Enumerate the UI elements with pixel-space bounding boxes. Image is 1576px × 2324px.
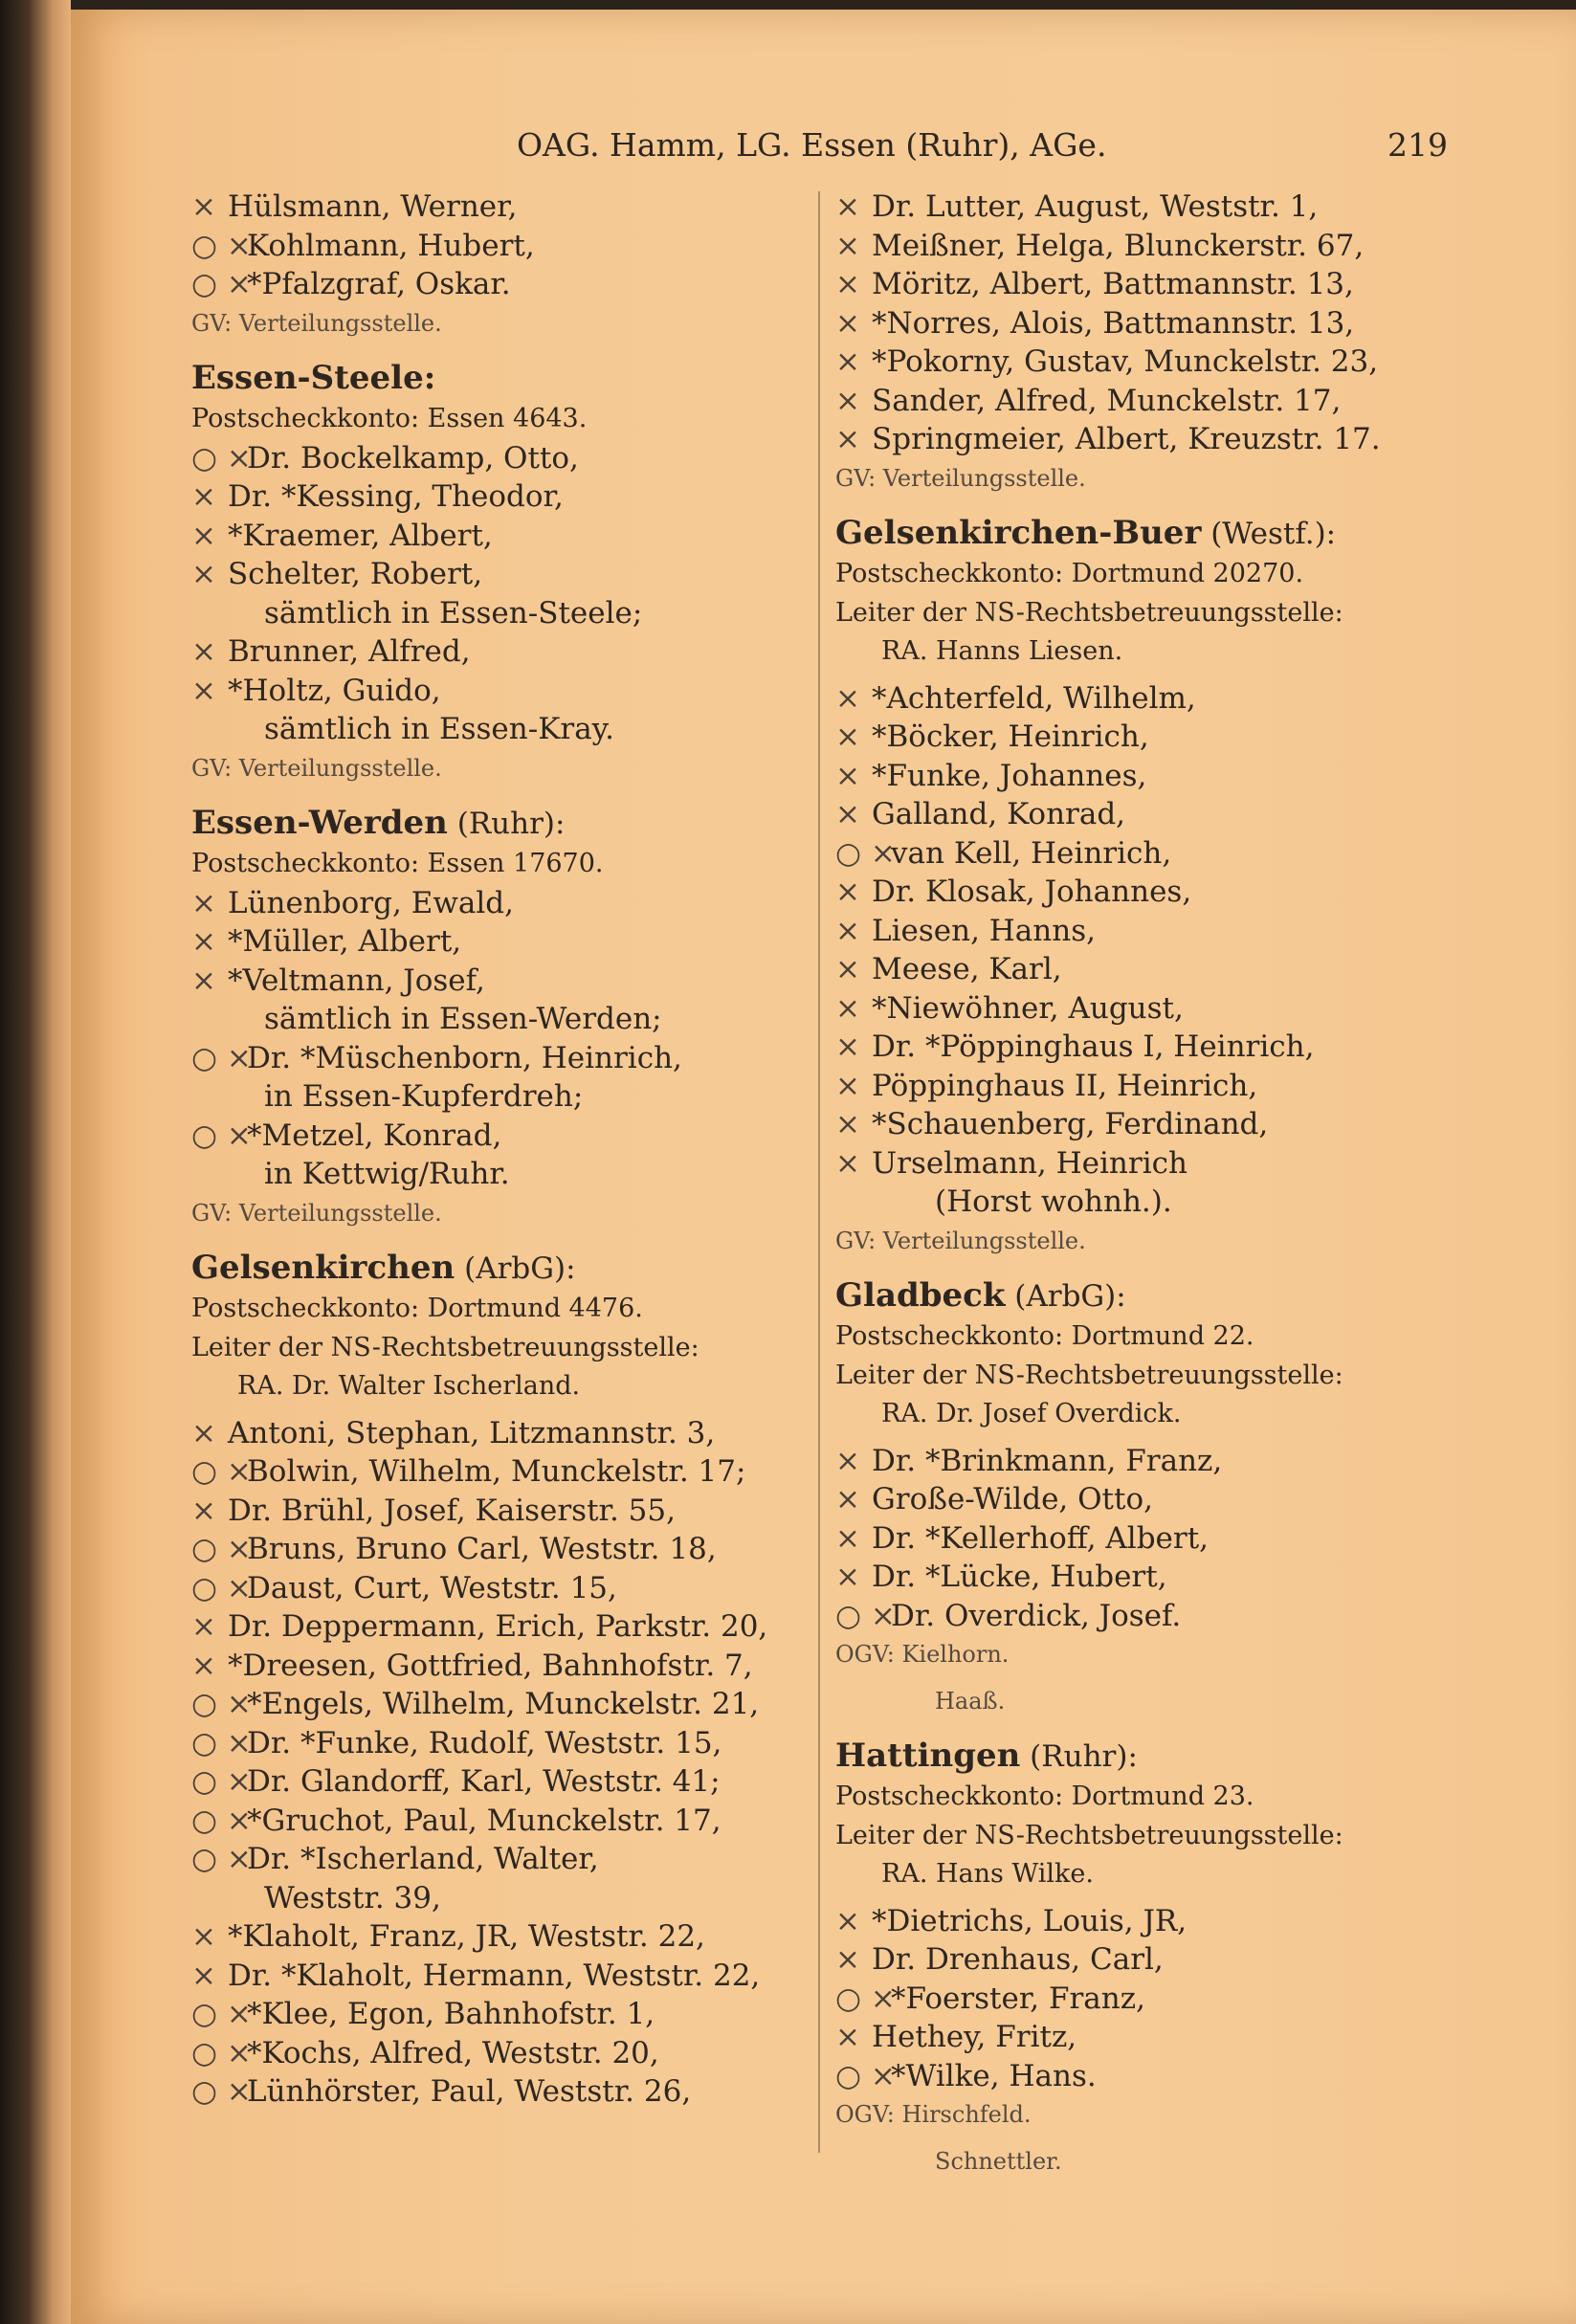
court-name: Essen-Werden: [191, 804, 448, 842]
lawyer-entry: [835, 1028, 1457, 1067]
lawyer-entry: [191, 1530, 819, 1569]
lawyer-entry: [191, 1647, 819, 1686]
admission-marker: ○ ×: [191, 440, 252, 476]
lawyer-name: *Metzel, Konrad,: [247, 1118, 502, 1153]
court-info-line: Postscheckkonto: Dortmund 4476.: [191, 1294, 643, 1323]
admission-marker: ○ ×: [191, 1040, 252, 1075]
court-info-line: Leiter der NS-Rechtsbetreuungsstelle:: [835, 597, 1343, 628]
lawyer-entry: [835, 834, 1457, 874]
admission-marker: ×: [835, 2020, 860, 2054]
lawyer-entry: [191, 2072, 819, 2112]
lawyer-name: Dr. *Klaholt, Hermann, Weststr. 22,: [228, 1958, 761, 1993]
continuation-line: Weststr. 39,: [264, 1880, 441, 1915]
lawyer-entry: [191, 632, 819, 672]
lawyer-entry: [191, 188, 819, 227]
lawyer-entry: [191, 1569, 819, 1608]
running-head: OAG. Hamm, LG. Essen (Ruhr), AGe.: [517, 126, 1107, 164]
lawyer-name: Galland, Konrad,: [872, 797, 1126, 831]
court-heading: [835, 1734, 1457, 1778]
lawyer-name: Dr. Lutter, August, Weststr. 1,: [872, 189, 1319, 224]
admission-marker: ○ ×: [191, 2035, 252, 2070]
court-qualifier: (Ruhr):: [447, 807, 566, 841]
lawyer-entry: [835, 1980, 1457, 2019]
lawyer-entry: [191, 1957, 819, 1996]
lawyer-entry: [835, 1067, 1457, 1106]
lawyer-name: Urselmann, Heinrich: [872, 1145, 1188, 1181]
admission-marker: ×: [835, 680, 860, 716]
lawyer-name: Springmeier, Albert, Kreuzstr. 17.: [872, 422, 1381, 456]
admission-marker: ×: [191, 518, 216, 553]
admission-marker: ×: [191, 1415, 216, 1450]
admission-marker: ○ ×: [191, 1997, 252, 2031]
lawyer-name: Meese, Karl,: [872, 952, 1062, 986]
lawyer-name: Dr. Bockelkamp, Otto,: [247, 440, 579, 476]
lawyer-entry: [191, 2034, 819, 2073]
lawyer-name: *Kochs, Alfred, Weststr. 20,: [247, 2035, 659, 2070]
court-qualifier: (Westf.):: [1201, 517, 1337, 551]
left-column: [191, 188, 819, 2112]
admission-marker: ×: [835, 1443, 860, 1478]
lawyer-name: Bolwin, Wilhelm, Munckelstr. 17;: [247, 1454, 746, 1489]
admission-marker: ○ ×: [835, 1598, 896, 1633]
lawyer-name: Dr. Klosak, Johannes,: [872, 874, 1192, 909]
lawyer-entry: [191, 439, 819, 478]
lawyer-name: Sander, Alfred, Munckelstr. 17,: [872, 383, 1342, 418]
lawyer-entry: [191, 884, 819, 923]
admission-marker: ×: [835, 952, 860, 986]
admission-marker: ×: [835, 1145, 860, 1181]
lawyer-name: Dr. *Ischerland, Walter,: [247, 1842, 599, 1876]
court-qualifier: (Ruhr):: [1020, 1739, 1138, 1774]
admission-marker: ○ ×: [835, 2058, 896, 2093]
court-heading: [835, 511, 1457, 555]
lawyer-entry: [191, 1607, 819, 1647]
lawyer-entry: [191, 555, 819, 594]
lawyer-name: *Klaholt, Franz, JR, Weststr. 22,: [228, 1919, 705, 1954]
lawyer-entry: [191, 1452, 819, 1492]
lawyer-name: Hülsmann, Werner,: [228, 189, 518, 224]
court-qualifier: (ArbG):: [1005, 1279, 1126, 1314]
admission-marker: ×: [835, 1068, 860, 1103]
lawyer-entry: [191, 1917, 819, 1957]
lawyer-name: *Pokorny, Gustav, Munckelstr. 23,: [872, 344, 1379, 379]
lawyer-name: *Kraemer, Albert,: [228, 518, 493, 553]
court-heading: [191, 356, 819, 400]
court-heading: [835, 1273, 1457, 1317]
admission-marker: ×: [191, 673, 216, 708]
lawyer-name: Daust, Curt, Weststr. 15,: [247, 1570, 617, 1605]
lawyer-entry: [191, 477, 819, 517]
court-name: Gelsenkirchen-Buer: [835, 514, 1202, 552]
continuation-line: sämtlich in Essen-Werden;: [264, 1002, 662, 1036]
lawyer-entry: [191, 1117, 819, 1156]
lawyer-name: *Pfalzgraf, Oskar.: [247, 267, 511, 301]
lawyer-name: Dr. *Müschenborn, Heinrich,: [247, 1040, 682, 1075]
lawyer-name: *Veltmann, Josef,: [228, 963, 485, 998]
admission-marker: ×: [835, 1107, 860, 1141]
lawyer-entry: [835, 1558, 1457, 1597]
lawyer-name: *Dreesen, Gottfried, Bahnhofstr. 7,: [228, 1648, 753, 1683]
admission-marker: ×: [191, 924, 216, 959]
book-gutter: [0, 0, 71, 2324]
admission-marker: ×: [191, 1919, 216, 1954]
lawyer-name: Meißner, Helga, Blunckerstr. 67,: [872, 228, 1365, 263]
admission-marker: ○ ×: [191, 228, 252, 263]
admission-marker: ○ ×: [835, 1981, 896, 2016]
admission-marker: ○ ×: [835, 835, 896, 871]
lawyer-entry: [191, 227, 819, 266]
admission-marker: ×: [191, 189, 216, 224]
lawyer-entry: [191, 265, 819, 304]
lawyer-name: *Wilke, Hans.: [891, 2058, 1097, 2093]
lawyer-name: *Achterfeld, Wilhelm,: [872, 680, 1196, 716]
lawyer-name: Dr. Brühl, Josef, Kaiserstr. 55,: [228, 1493, 676, 1528]
admission-marker: ○ ×: [191, 1454, 252, 1489]
lawyer-name: *Foerster, Franz,: [891, 1981, 1145, 2016]
lawyer-name: *Dietrichs, Louis, JR,: [872, 1903, 1188, 1938]
lawyer-entry: [191, 1492, 819, 1531]
lawyer-entry: [191, 1802, 819, 1841]
admission-marker: ×: [835, 267, 860, 301]
court-info-line: Postscheckkonto: Dortmund 23.: [835, 1782, 1254, 1811]
lawyer-entry: [191, 1724, 819, 1763]
lawyer-entry: [191, 1762, 819, 1802]
continuation-line: sämtlich in Essen-Steele;: [264, 595, 643, 631]
lawyer-entry: [835, 2057, 1457, 2096]
admission-marker: ×: [191, 963, 216, 998]
lawyer-name: Lünhörster, Paul, Weststr. 26,: [247, 2074, 692, 2109]
lawyer-name: Dr. *Pöppinghaus I, Heinrich,: [872, 1029, 1315, 1064]
admission-marker: ×: [835, 1029, 860, 1064]
lawyer-name: Hethey, Fritz,: [872, 2020, 1077, 2054]
admission-marker: ×: [191, 885, 216, 920]
lawyer-name: Dr. *Kessing, Theodor,: [228, 479, 564, 514]
admission-marker: ×: [191, 1958, 216, 1993]
court-info-line: Leiter der NS-Rechtsbetreuungsstelle:: [835, 1360, 1343, 1390]
lawyer-entry: [835, 1480, 1457, 1519]
lawyer-name: Dr. *Lücke, Hubert,: [872, 1560, 1167, 1594]
admission-marker: ×: [835, 305, 860, 341]
lawyer-name: *Engels, Wilhelm, Munckelstr. 21,: [247, 1687, 760, 1721]
admission-marker: ○ ×: [191, 1764, 252, 1799]
admission-marker: ×: [835, 913, 860, 948]
lawyer-entry: [835, 989, 1457, 1029]
admission-marker: ×: [191, 1493, 216, 1528]
lawyer-name: *Norres, Alois, Battmannstr. 13,: [872, 305, 1355, 341]
admission-marker: ×: [835, 228, 860, 263]
lawyer-name: Dr. Overdick, Josef.: [891, 1598, 1182, 1633]
lawyer-name: Dr. *Funke, Rudolf, Weststr. 15,: [247, 1725, 722, 1760]
bailiff-line: Haaß.: [935, 1687, 1006, 1715]
lawyer-entry: [835, 873, 1457, 912]
court-info-line: Postscheckkonto: Essen 4643.: [191, 404, 588, 433]
admission-marker: ○ ×: [191, 1687, 252, 1721]
lawyer-name: *Holtz, Guido,: [228, 673, 441, 708]
admission-marker: ×: [835, 990, 860, 1026]
lawyer-entry: [835, 679, 1457, 719]
court-name: Essen-Steele:: [191, 359, 436, 397]
admission-marker: ○ ×: [191, 1725, 252, 1760]
admission-marker: ×: [835, 758, 860, 793]
lawyer-entry: [191, 1840, 819, 1879]
page-number: 219: [1387, 126, 1448, 164]
admission-marker: ×: [835, 797, 860, 831]
bailiff-line: GV: Verteilungsstelle.: [191, 754, 442, 782]
continuation-line: sämtlich in Essen-Kray.: [264, 712, 614, 746]
admission-marker: ×: [191, 479, 216, 514]
admission-marker: ×: [191, 634, 216, 669]
admission-marker: ○ ×: [191, 1532, 252, 1566]
court-info-line: Postscheckkonto: Dortmund 22.: [835, 1321, 1254, 1351]
lawyer-entry: [191, 672, 819, 711]
lawyer-entry: [835, 265, 1457, 304]
lawyer-entry: [191, 517, 819, 556]
court-heading: [191, 1246, 819, 1290]
continuation-line: (Horst wohnh.).: [935, 1184, 1172, 1219]
lawyer-name: Brunner, Alfred,: [228, 634, 471, 669]
lawyer-name: Schelter, Robert,: [228, 557, 483, 591]
lawyer-entry: [835, 1144, 1457, 1184]
lawyer-entry: [191, 1414, 819, 1453]
court-info-line: Leiter der NS-Rechtsbetreuungsstelle:: [191, 1332, 699, 1362]
lawyer-entry: [835, 227, 1457, 266]
lawyer-entry: [835, 795, 1457, 834]
lawyer-name: Liesen, Hanns,: [872, 913, 1096, 948]
admission-marker: ×: [835, 1520, 860, 1556]
lawyer-name: *Funke, Johannes,: [872, 758, 1147, 793]
lawyer-name: Große-Wilde, Otto,: [872, 1482, 1153, 1516]
admission-marker: ×: [835, 874, 860, 909]
lawyer-entry: [191, 922, 819, 962]
lawyer-name: van Kell, Heinrich,: [891, 835, 1172, 871]
admission-marker: ×: [191, 1609, 216, 1644]
admission-marker: ×: [835, 1482, 860, 1516]
bailiff-line: OGV: Kielhorn.: [835, 1641, 1010, 1668]
lawyer-entry: [835, 2018, 1457, 2057]
court-info-line: RA. Dr. Josef Overdick.: [881, 1399, 1182, 1428]
lawyer-entry: [835, 718, 1457, 757]
court-name: Gladbeck: [835, 1276, 1006, 1315]
lawyer-name: Kohlmann, Hubert,: [247, 228, 535, 263]
lawyer-entry: [191, 1685, 819, 1724]
court-heading: [191, 801, 819, 845]
lawyer-name: Dr. *Kellerhoff, Albert,: [872, 1520, 1210, 1556]
admission-marker: ×: [835, 1942, 860, 1977]
lawyer-entry: [835, 343, 1457, 382]
admission-marker: ○ ×: [191, 1803, 252, 1838]
lawyer-name: Antoni, Stephan, Litzmannstr. 3,: [228, 1415, 716, 1450]
lawyer-name: Lünenborg, Ewald,: [228, 885, 514, 920]
lawyer-name: Dr. *Brinkmann, Franz,: [872, 1443, 1223, 1478]
lawyer-entry: [835, 1519, 1457, 1559]
lawyer-entry: [835, 420, 1457, 459]
court-name: Gelsenkirchen: [191, 1249, 455, 1287]
lawyer-name: *Niewöhner, August,: [872, 990, 1184, 1026]
admission-marker: ×: [835, 719, 860, 754]
lawyer-name: Pöppinghaus II, Heinrich,: [872, 1068, 1258, 1103]
right-column: [835, 188, 1457, 2188]
court-name: Hattingen: [835, 1737, 1021, 1775]
bailiff-line: OGV: Hirschfeld.: [835, 2101, 1032, 2128]
lawyer-name: Dr. Deppermann, Erich, Parkstr. 20,: [228, 1609, 768, 1644]
lawyer-entry: [835, 1442, 1457, 1481]
lawyer-entry: [835, 188, 1457, 227]
lawyer-name: *Gruchot, Paul, Munckelstr. 17,: [247, 1803, 721, 1838]
lawyer-entry: [835, 1902, 1457, 1941]
bailiff-line: Schnettler.: [935, 2147, 1062, 2175]
lawyer-entry: [835, 1105, 1457, 1144]
admission-marker: ×: [191, 1648, 216, 1683]
bailiff-line: GV: Verteilungsstelle.: [191, 309, 442, 337]
bailiff-line: GV: Verteilungsstelle.: [835, 464, 1086, 492]
continuation-line: in Kettwig/Ruhr.: [264, 1157, 510, 1191]
lawyer-name: *Klee, Egon, Bahnhofstr. 1,: [247, 1997, 655, 2031]
lawyer-entry: [191, 962, 819, 1001]
court-info-line: Leiter der NS-Rechtsbetreuungsstelle:: [835, 1820, 1343, 1850]
scan-top-edge: [0, 0, 1576, 10]
lawyer-entry: [835, 1597, 1457, 1636]
admission-marker: ×: [835, 1903, 860, 1938]
lawyer-name: *Schauenberg, Ferdinand,: [872, 1107, 1269, 1141]
bailiff-line: GV: Verteilungsstelle.: [191, 1199, 442, 1227]
court-info-line: RA. Dr. Walter Ischerland.: [237, 1371, 581, 1401]
admission-marker: ○ ×: [191, 1570, 252, 1605]
admission-marker: ×: [835, 383, 860, 418]
court-info-line: RA. Hans Wilke.: [881, 1859, 1094, 1889]
court-info-line: Postscheckkonto: Essen 17670.: [191, 849, 604, 878]
admission-marker: ○ ×: [191, 2074, 252, 2109]
bailiff-line: GV: Verteilungsstelle.: [835, 1227, 1086, 1254]
lawyer-entry: [835, 950, 1457, 989]
court-info-line: RA. Hanns Liesen.: [881, 636, 1123, 666]
lawyer-entry: [835, 304, 1457, 343]
lawyer-entry: [835, 757, 1457, 796]
admission-marker: ×: [835, 344, 860, 379]
admission-marker: ○ ×: [191, 1842, 252, 1876]
lawyer-name: Bruns, Bruno Carl, Weststr. 18,: [247, 1532, 717, 1566]
court-qualifier: (ArbG):: [455, 1251, 576, 1286]
admission-marker: ×: [835, 1560, 860, 1594]
admission-marker: ×: [191, 557, 216, 591]
admission-marker: ×: [835, 189, 860, 224]
admission-marker: ○ ×: [191, 1118, 252, 1153]
lawyer-name: Dr. Glandorff, Karl, Weststr. 41;: [247, 1764, 721, 1799]
lawyer-name: *Müller, Albert,: [228, 924, 462, 959]
court-info-line: Postscheckkonto: Dortmund 20270.: [835, 559, 1304, 588]
continuation-line: in Essen-Kupferdreh;: [264, 1079, 584, 1114]
lawyer-name: Möritz, Albert, Battmannstr. 13,: [872, 267, 1354, 301]
lawyer-entry: [191, 1039, 819, 1078]
lawyer-entry: [191, 1995, 819, 2034]
lawyer-name: *Böcker, Heinrich,: [872, 719, 1149, 754]
lawyer-name: Dr. Drenhaus, Carl,: [872, 1942, 1164, 1977]
lawyer-entry: [835, 382, 1457, 421]
admission-marker: ○ ×: [191, 267, 252, 301]
admission-marker: ×: [835, 422, 860, 456]
lawyer-entry: [835, 912, 1457, 951]
lawyer-entry: [835, 1940, 1457, 1980]
